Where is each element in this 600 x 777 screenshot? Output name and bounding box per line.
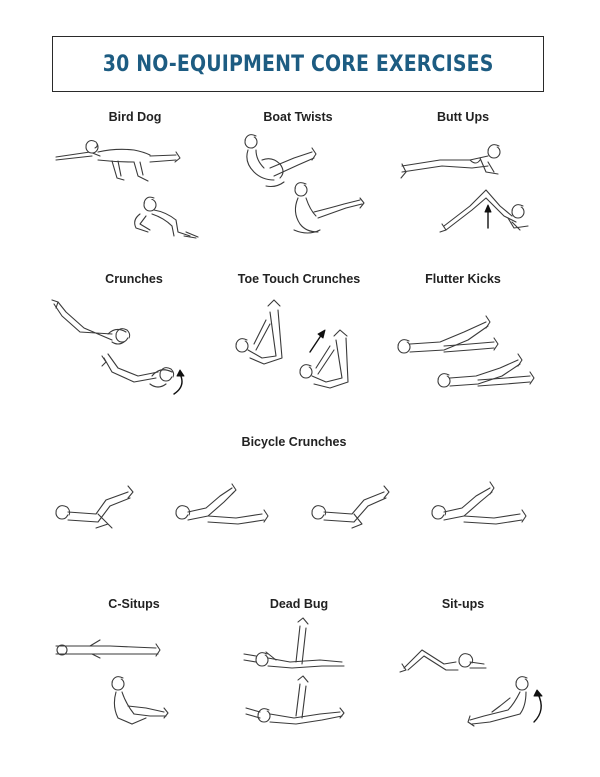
bird-dog-pose-1-illustration — [56, 141, 180, 181]
bicycle-crunches-pose-1-illustration — [56, 486, 133, 528]
flutter-kicks-pose-1-illustration — [398, 316, 498, 353]
exercise-label-butt-ups: Butt Ups — [436, 110, 490, 124]
exercise-label-boat-twists: Boat Twists — [263, 110, 333, 124]
exercise-label-flutter-kicks: Flutter Kicks — [425, 272, 501, 286]
c-situps-pose-1-illustration — [56, 640, 160, 658]
crunches-arrow-icon — [174, 370, 184, 394]
bicycle-crunches-pose-2-illustration — [176, 484, 268, 524]
bird-dog-pose-2-illustration — [135, 197, 198, 238]
boat-twists-pose-2-illustration — [294, 183, 364, 233]
flutter-kicks-pose-2-illustration — [438, 354, 534, 387]
butt-ups-pose-1-illustration — [401, 145, 500, 178]
butt-ups-pose-2-illustration — [440, 190, 528, 232]
exercise-label-bicycle-crunches: Bicycle Crunches — [241, 435, 347, 449]
sit-ups-pose-2-illustration — [468, 677, 528, 726]
bicycle-crunches-pose-4-illustration — [432, 482, 526, 524]
exercise-label-bird-dog: Bird Dog — [108, 110, 162, 124]
dead-bug-pose-1-illustration — [244, 618, 344, 668]
boat-twists-pose-1-illustration — [245, 135, 316, 187]
butt-ups-arrow-icon — [485, 205, 491, 228]
sit-ups-pose-1-illustration — [400, 650, 486, 672]
toe-touch-crunches-arrow-icon — [310, 330, 325, 352]
exercise-label-dead-bug: Dead Bug — [269, 597, 329, 611]
exercise-label-sit-ups: Sit-ups — [441, 597, 485, 611]
crunches-pose-2-illustration — [102, 354, 174, 387]
dead-bug-pose-2-illustration — [246, 676, 344, 724]
bicycle-crunches-pose-3-illustration — [312, 486, 389, 528]
sit-ups-arrow-icon — [534, 690, 542, 722]
crunches-pose-1-illustration — [52, 300, 130, 344]
c-situps-pose-2-illustration — [112, 677, 168, 724]
exercise-label-toe-touch-crunches: Toe Touch Crunches — [237, 272, 361, 286]
exercise-label-crunches: Crunches — [105, 272, 163, 286]
exercise-label-c-situps: C-Situps — [108, 597, 160, 611]
toe-touch-crunches-pose-1-illustration — [236, 300, 282, 364]
toe-touch-crunches-pose-2-illustration — [300, 330, 348, 388]
page-title: 30 NO-EQUIPMENT CORE EXERCISES — [102, 51, 494, 77]
